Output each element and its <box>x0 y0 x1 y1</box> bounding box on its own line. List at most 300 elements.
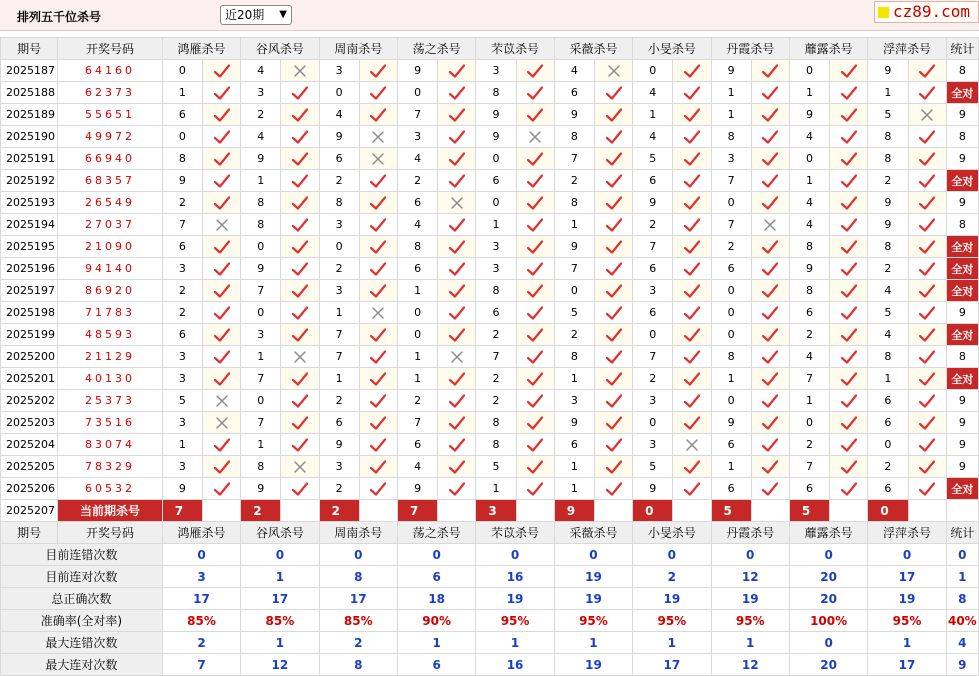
kill-value: 3 <box>711 148 751 170</box>
kill-value: 4 <box>241 60 281 82</box>
cross-icon <box>359 126 397 148</box>
kill-value: 7 <box>554 258 594 280</box>
kill-value: 9 <box>711 60 751 82</box>
stats-value: 19 <box>633 588 711 610</box>
kill-value: 9 <box>241 148 281 170</box>
kill-value: 7 <box>633 236 673 258</box>
kill-value: 5 <box>554 302 594 324</box>
kill-value: 1 <box>554 456 594 478</box>
kill-number-table <box>0 37 979 676</box>
stats-value: 0 <box>789 632 867 654</box>
check-icon <box>751 456 789 478</box>
kill-value: 8 <box>868 148 908 170</box>
kill-value: 2 <box>554 170 594 192</box>
check-icon <box>673 60 711 82</box>
kill-value: 9 <box>554 104 594 126</box>
empty-cell <box>281 500 319 522</box>
check-icon <box>830 456 868 478</box>
kill-value: 9 <box>789 104 829 126</box>
kill-value: 9 <box>633 478 673 500</box>
col-header-expert: 蘼露杀号 <box>789 38 867 60</box>
stats-total: 0 <box>946 544 978 566</box>
col-header-total: 统计 <box>946 38 978 60</box>
stats-value: 16 <box>476 566 554 588</box>
full-correct-badge: 全对 <box>946 236 978 258</box>
kill-value: 1 <box>554 368 594 390</box>
kill-value: 3 <box>162 412 202 434</box>
stats-value: 17 <box>162 588 240 610</box>
kill-value: 1 <box>162 434 202 456</box>
check-icon <box>594 434 632 456</box>
stats-value: 16 <box>476 654 554 676</box>
kill-value: 4 <box>789 126 829 148</box>
check-icon <box>594 478 632 500</box>
col-header-expert: 周南杀号 <box>319 38 397 60</box>
check-icon <box>202 82 240 104</box>
kill-value: 1 <box>554 478 594 500</box>
kill-value: 1 <box>868 368 908 390</box>
kill-value: 7 <box>789 456 829 478</box>
current-kill-value: 7 <box>162 500 202 522</box>
stats-row <box>1 632 979 654</box>
check-icon <box>516 104 554 126</box>
kill-value: 9 <box>789 258 829 280</box>
check-icon <box>202 280 240 302</box>
draw-code: 21129 <box>58 346 163 368</box>
check-icon <box>438 82 476 104</box>
check-icon <box>516 82 554 104</box>
kill-value: 9 <box>868 192 908 214</box>
kill-value: 1 <box>397 280 437 302</box>
stats-value: 95% <box>633 610 711 632</box>
check-icon <box>830 434 868 456</box>
col-header-expert: 采薇杀号 <box>554 522 632 544</box>
check-icon <box>516 280 554 302</box>
kill-value: 8 <box>476 412 516 434</box>
check-icon <box>830 104 868 126</box>
check-icon <box>516 148 554 170</box>
kill-value: 4 <box>868 280 908 302</box>
issue-number: 2025191 <box>1 148 58 170</box>
check-icon <box>673 104 711 126</box>
check-icon <box>281 258 319 280</box>
table-row <box>1 148 979 170</box>
full-correct-badge: 全对 <box>946 170 978 192</box>
check-icon <box>908 258 946 280</box>
current-kill-value: 2 <box>319 500 359 522</box>
correct-count: 8 <box>946 214 978 236</box>
period-select[interactable] <box>220 5 292 25</box>
cross-icon <box>359 302 397 324</box>
cross-icon <box>438 346 476 368</box>
check-icon <box>751 302 789 324</box>
empty-cell <box>673 500 711 522</box>
check-icon <box>673 82 711 104</box>
stats-value: 0 <box>397 544 475 566</box>
draw-code: 25373 <box>58 390 163 412</box>
kill-value: 9 <box>397 60 437 82</box>
check-icon <box>438 434 476 456</box>
kill-value: 8 <box>397 236 437 258</box>
draw-code: 40130 <box>58 368 163 390</box>
empty-cell <box>908 500 946 522</box>
check-icon <box>359 60 397 82</box>
kill-value: 2 <box>868 258 908 280</box>
empty-cell <box>830 500 868 522</box>
check-icon <box>359 390 397 412</box>
empty-cell <box>594 500 632 522</box>
kill-value: 7 <box>633 346 673 368</box>
kill-value: 8 <box>162 148 202 170</box>
check-icon <box>751 478 789 500</box>
kill-value: 1 <box>241 170 281 192</box>
check-icon <box>594 456 632 478</box>
stats-value: 12 <box>711 566 789 588</box>
check-icon <box>830 478 868 500</box>
kill-value: 0 <box>162 126 202 148</box>
kill-value: 7 <box>711 214 751 236</box>
check-icon <box>516 324 554 346</box>
header-row <box>1 38 979 60</box>
kill-value: 1 <box>711 368 751 390</box>
kill-value: 8 <box>789 236 829 258</box>
col-header-expert: 谷风杀号 <box>241 522 319 544</box>
stats-value: 1 <box>397 632 475 654</box>
kill-value: 6 <box>711 258 751 280</box>
current-kill-value: 2 <box>241 500 281 522</box>
check-icon <box>673 258 711 280</box>
check-icon <box>516 456 554 478</box>
kill-value: 9 <box>162 170 202 192</box>
cross-icon <box>359 148 397 170</box>
col-header-issue: 期号 <box>1 522 58 544</box>
stats-value: 3 <box>162 566 240 588</box>
kill-value: 4 <box>789 214 829 236</box>
check-icon <box>751 390 789 412</box>
check-icon <box>202 60 240 82</box>
check-icon <box>673 126 711 148</box>
check-icon <box>281 148 319 170</box>
stats-value: 19 <box>554 566 632 588</box>
kill-value: 1 <box>711 104 751 126</box>
issue-number: 2025192 <box>1 170 58 192</box>
full-correct-badge: 全对 <box>946 258 978 280</box>
issue-number: 2025193 <box>1 192 58 214</box>
kill-value: 6 <box>868 478 908 500</box>
table-row <box>1 368 979 390</box>
kill-value: 9 <box>868 60 908 82</box>
kill-value: 8 <box>868 236 908 258</box>
issue-number: 2025195 <box>1 236 58 258</box>
check-icon <box>594 126 632 148</box>
kill-value: 0 <box>868 434 908 456</box>
kill-value: 8 <box>554 192 594 214</box>
check-icon <box>359 280 397 302</box>
stats-total: 8 <box>946 588 978 610</box>
kill-value: 2 <box>633 214 673 236</box>
check-icon <box>281 324 319 346</box>
kill-value: 4 <box>633 82 673 104</box>
check-icon <box>516 390 554 412</box>
kill-value: 8 <box>554 126 594 148</box>
stats-value: 17 <box>319 588 397 610</box>
col-header-expert: 荡之杀号 <box>397 522 475 544</box>
check-icon <box>830 214 868 236</box>
cross-icon <box>281 346 319 368</box>
stats-value: 90% <box>397 610 475 632</box>
kill-value: 6 <box>476 170 516 192</box>
full-correct-badge: 全对 <box>946 368 978 390</box>
stats-value: 0 <box>241 544 319 566</box>
check-icon <box>673 368 711 390</box>
kill-value: 0 <box>633 60 673 82</box>
current-issue-number: 2025207 <box>1 500 58 522</box>
kill-value: 0 <box>711 324 751 346</box>
cross-icon <box>281 60 319 82</box>
check-icon <box>908 126 946 148</box>
issue-number: 2025194 <box>1 214 58 236</box>
check-icon <box>516 170 554 192</box>
stats-value: 17 <box>241 588 319 610</box>
table-row <box>1 478 979 500</box>
current-kill-row <box>1 500 979 522</box>
stats-value: 12 <box>711 654 789 676</box>
stats-value: 0 <box>711 544 789 566</box>
check-icon <box>281 412 319 434</box>
check-icon <box>751 60 789 82</box>
check-icon <box>830 82 868 104</box>
issue-number: 2025189 <box>1 104 58 126</box>
check-icon <box>281 236 319 258</box>
col-header-expert: 小旻杀号 <box>633 38 711 60</box>
check-icon <box>673 170 711 192</box>
table-row <box>1 456 979 478</box>
check-icon <box>202 258 240 280</box>
kill-value: 1 <box>633 104 673 126</box>
kill-value: 3 <box>476 60 516 82</box>
stats-value: 19 <box>476 588 554 610</box>
check-icon <box>359 368 397 390</box>
issue-number: 2025187 <box>1 60 58 82</box>
check-icon <box>516 478 554 500</box>
draw-code: 86920 <box>58 280 163 302</box>
check-icon <box>751 434 789 456</box>
kill-value: 0 <box>789 412 829 434</box>
check-icon <box>751 148 789 170</box>
kill-value: 1 <box>397 346 437 368</box>
check-icon <box>673 456 711 478</box>
check-icon <box>359 434 397 456</box>
check-icon <box>830 280 868 302</box>
issue-number: 2025188 <box>1 82 58 104</box>
stats-label: 目前连对次数 <box>1 566 163 588</box>
page-title: 排列五千位杀号 <box>17 10 102 24</box>
cross-icon <box>594 60 632 82</box>
check-icon <box>359 258 397 280</box>
kill-value: 6 <box>633 170 673 192</box>
check-icon <box>202 192 240 214</box>
stats-row <box>1 588 979 610</box>
stats-row <box>1 610 979 632</box>
kill-value: 7 <box>397 104 437 126</box>
kill-value: 1 <box>397 368 437 390</box>
check-icon <box>594 412 632 434</box>
check-icon <box>438 60 476 82</box>
kill-value: 6 <box>554 82 594 104</box>
check-icon <box>908 324 946 346</box>
check-icon <box>594 214 632 236</box>
draw-code: 68357 <box>58 170 163 192</box>
table-row <box>1 412 979 434</box>
stats-total: 9 <box>946 654 978 676</box>
check-icon <box>202 126 240 148</box>
empty-cell <box>516 500 554 522</box>
kill-value: 7 <box>319 324 359 346</box>
check-icon <box>751 280 789 302</box>
check-icon <box>908 82 946 104</box>
check-icon <box>438 280 476 302</box>
check-icon <box>202 346 240 368</box>
check-icon <box>202 104 240 126</box>
check-icon <box>830 192 868 214</box>
stats-value: 19 <box>554 654 632 676</box>
kill-value: 6 <box>162 104 202 126</box>
kill-value: 6 <box>789 302 829 324</box>
correct-count: 9 <box>946 434 978 456</box>
chevron-down-icon: ▼ <box>279 9 287 20</box>
col-header-expert: 周南杀号 <box>319 522 397 544</box>
kill-value: 1 <box>868 82 908 104</box>
kill-value: 9 <box>476 104 516 126</box>
check-icon <box>908 192 946 214</box>
col-header-expert: 荡之杀号 <box>397 38 475 60</box>
kill-value: 3 <box>162 456 202 478</box>
check-icon <box>359 214 397 236</box>
stats-value: 0 <box>319 544 397 566</box>
check-icon <box>281 126 319 148</box>
kill-value: 1 <box>319 302 359 324</box>
kill-value: 2 <box>162 192 202 214</box>
kill-value: 6 <box>711 478 751 500</box>
check-icon <box>438 478 476 500</box>
issue-number: 2025197 <box>1 280 58 302</box>
col-header-issue: 期号 <box>1 38 58 60</box>
draw-code: 26549 <box>58 192 163 214</box>
check-icon <box>438 126 476 148</box>
check-icon <box>281 104 319 126</box>
check-icon <box>830 258 868 280</box>
kill-value: 0 <box>711 192 751 214</box>
check-icon <box>673 324 711 346</box>
cross-icon <box>673 434 711 456</box>
check-icon <box>908 60 946 82</box>
stats-value: 20 <box>789 654 867 676</box>
check-icon <box>281 192 319 214</box>
stats-value: 85% <box>319 610 397 632</box>
check-icon <box>516 412 554 434</box>
check-icon <box>594 390 632 412</box>
kill-value: 6 <box>476 302 516 324</box>
draw-code: 55651 <box>58 104 163 126</box>
kill-value: 2 <box>868 456 908 478</box>
check-icon <box>359 412 397 434</box>
col-header-code: 开奖号码 <box>58 522 163 544</box>
col-header-expert: 鸿雁杀号 <box>162 38 240 60</box>
kill-value: 3 <box>476 236 516 258</box>
kill-value: 9 <box>554 236 594 258</box>
issue-number: 2025203 <box>1 412 58 434</box>
kill-value: 9 <box>241 478 281 500</box>
check-icon <box>516 60 554 82</box>
col-header-expert: 小旻杀号 <box>633 522 711 544</box>
check-icon <box>359 346 397 368</box>
draw-code: 64160 <box>58 60 163 82</box>
stats-label: 目前连错次数 <box>1 544 163 566</box>
draw-code: 83074 <box>58 434 163 456</box>
stats-value: 0 <box>162 544 240 566</box>
stats-value: 6 <box>397 566 475 588</box>
full-correct-badge: 全对 <box>946 324 978 346</box>
table-row <box>1 280 979 302</box>
stats-value: 18 <box>397 588 475 610</box>
check-icon <box>594 170 632 192</box>
stats-row <box>1 544 979 566</box>
check-icon <box>281 170 319 192</box>
check-icon <box>438 412 476 434</box>
correct-count: 9 <box>946 302 978 324</box>
draw-code: 21090 <box>58 236 163 258</box>
draw-code: 66940 <box>58 148 163 170</box>
check-icon <box>908 302 946 324</box>
issue-number: 2025199 <box>1 324 58 346</box>
cross-icon <box>438 192 476 214</box>
kill-value: 3 <box>319 456 359 478</box>
check-icon <box>202 478 240 500</box>
stats-value: 95% <box>711 610 789 632</box>
check-icon <box>830 346 868 368</box>
stats-value: 19 <box>868 588 946 610</box>
issue-number: 2025190 <box>1 126 58 148</box>
check-icon <box>281 368 319 390</box>
kill-value: 2 <box>241 104 281 126</box>
kill-value: 8 <box>789 280 829 302</box>
check-icon <box>594 82 632 104</box>
table-row <box>1 346 979 368</box>
stats-label: 准确率(全对率) <box>1 610 163 632</box>
check-icon <box>359 236 397 258</box>
kill-value: 4 <box>789 346 829 368</box>
kill-value: 9 <box>241 258 281 280</box>
check-icon <box>830 236 868 258</box>
kill-value: 7 <box>476 346 516 368</box>
kill-value: 6 <box>162 324 202 346</box>
draw-code: 48593 <box>58 324 163 346</box>
check-icon <box>438 236 476 258</box>
cross-icon <box>202 214 240 236</box>
check-icon <box>751 324 789 346</box>
kill-value: 8 <box>711 346 751 368</box>
kill-value: 2 <box>397 390 437 412</box>
kill-value: 9 <box>319 126 359 148</box>
kill-value: 5 <box>633 148 673 170</box>
check-icon <box>202 170 240 192</box>
check-icon <box>281 390 319 412</box>
cross-icon <box>202 412 240 434</box>
check-icon <box>516 302 554 324</box>
kill-value: 6 <box>554 434 594 456</box>
current-kill-value: 5 <box>711 500 751 522</box>
site-logo[interactable] <box>874 1 979 23</box>
